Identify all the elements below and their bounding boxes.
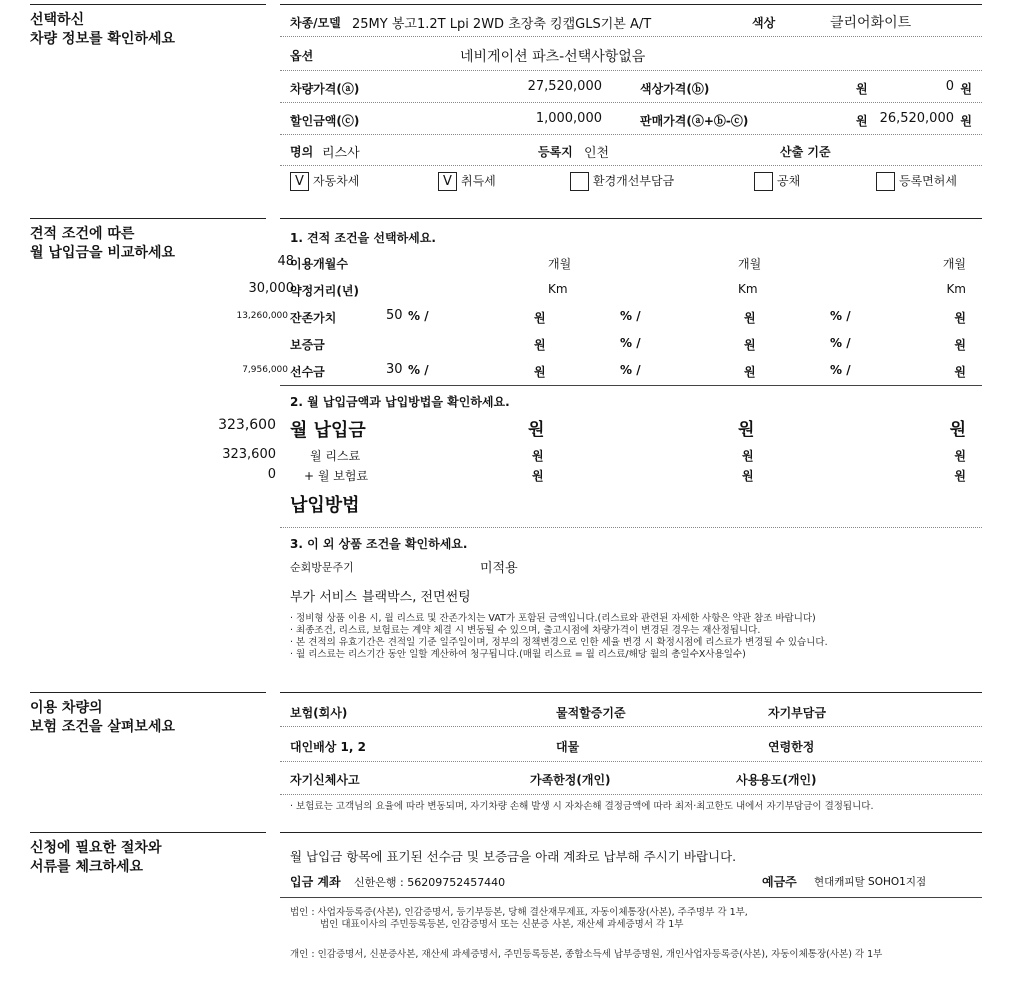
prepay-won: 원	[534, 365, 546, 379]
price-won: 원	[856, 82, 868, 96]
discount-won: 원	[856, 114, 868, 128]
bodily-liability: 대인배상 1, 2	[290, 740, 366, 754]
check-item[interactable]: V 취득세	[438, 172, 496, 191]
residual-won-3: 원	[954, 311, 966, 325]
option-row	[280, 37, 982, 71]
distance-label: 약정거리(년)	[290, 284, 359, 298]
term-label: 이용개월수	[290, 257, 348, 271]
apply-section	[30, 832, 982, 972]
usage-purpose: 사용용도(개인)	[736, 773, 817, 787]
deductible-label: 자기부담금	[768, 706, 826, 720]
term-value: 48	[277, 254, 294, 269]
option-value: 네비게이션 파츠-선택사항없음	[460, 49, 646, 65]
deposit-won-3: 원	[954, 338, 966, 352]
prepay-won-3: 원	[954, 365, 966, 379]
monthly-value: 323,600	[218, 417, 276, 433]
insurance-fee-won: 원	[532, 469, 544, 483]
apply-body	[280, 832, 982, 960]
divider	[280, 385, 982, 386]
discount-label: 할인금액(ⓒ)	[290, 114, 360, 128]
price-label: 차량가격(ⓐ)	[290, 82, 360, 96]
deposit-won-2: 원	[744, 338, 756, 352]
check-item[interactable]: V 자동차세	[290, 172, 359, 191]
vehicle-info-table	[280, 4, 982, 197]
insurance-table	[280, 692, 982, 819]
model-value: 25MY 봉고1.2T Lpi 2WD 초장축 킹캡GLS기본 A/T	[352, 17, 652, 32]
option-label: 옵션	[290, 49, 314, 63]
step2-heading: 2. 월 납입금액과 납입방법을 확인하세요.	[290, 395, 510, 409]
monthly-won: 원	[528, 420, 545, 440]
insurance-note-row	[280, 795, 982, 819]
monthly-won-2: 원	[738, 420, 755, 440]
residual-won-2: 원	[744, 311, 756, 325]
model-label: 차종/모델	[290, 16, 341, 30]
lease-won: 원	[532, 449, 544, 463]
term-unit-2: 개월	[738, 257, 762, 271]
prepay-pct: 30	[386, 362, 403, 377]
prepay-pct-unit-2: % /	[620, 363, 641, 377]
color-label: 색상	[752, 16, 776, 30]
residual-won: 원	[534, 311, 546, 325]
checkbox-checked[interactable]: V	[438, 172, 457, 191]
lease-label: 월 리스료	[310, 449, 361, 463]
quote-section-title: 견적 조건에 따른 월 납입금을 비교하세요	[30, 218, 266, 263]
monthly-label: 월 납입금	[290, 420, 366, 441]
owner-row	[280, 135, 982, 166]
lease-won-2: 원	[742, 449, 754, 463]
reg-value: 인천	[584, 146, 610, 161]
lease-won-3: 원	[954, 449, 966, 463]
note-line: · 본 견적의 유효기간은 견적일 기준 일주일이며, 정부의 정책변경으로 인한 세율 변경 시 확정시점에 리스료가 변경될 수 있습니다.	[290, 637, 828, 648]
property-surcharge-label: 물적할증기준	[556, 706, 626, 720]
sale-price-won: 원	[960, 114, 972, 128]
calc-label: 산출 기준	[780, 145, 831, 159]
insurance-section	[30, 692, 982, 818]
lease-value: 323,600	[222, 447, 276, 462]
payment-instruction: 월 납입금 항목에 표기된 선수금 및 보증금을 아래 계좌로 납부해 주시기 바랍니다.	[290, 849, 737, 864]
insurance-row	[280, 727, 982, 762]
deposit-pct-unit-2: % /	[620, 336, 641, 350]
account-label: 입금 계좌	[290, 875, 341, 889]
sale-price-label: 판매가격(ⓐ+ⓑ-ⓒ)	[640, 114, 749, 128]
color-value: 클리어화이트	[830, 15, 912, 31]
holder-value: 현대캐피탈 SOHO1지점	[814, 876, 927, 888]
checkbox-unchecked[interactable]	[754, 172, 773, 191]
quote-body	[218, 218, 982, 660]
prepay-pct-unit-3: % /	[830, 363, 851, 377]
insurance-fee-label: + 월 보험료	[304, 469, 369, 483]
distance-value: 30,000	[248, 281, 294, 296]
extra-label: 부가 서비스	[290, 590, 357, 605]
reg-label: 등록지	[538, 145, 573, 159]
checkbox-checked[interactable]: V	[290, 172, 309, 191]
residual-amount: 13,260,000	[236, 311, 288, 321]
payment-method-label: 납입방법	[290, 495, 360, 516]
step3-heading: 3. 이 외 상품 조건을 확인하세요.	[290, 537, 468, 551]
personal-docs: 개인 : 인감증명서, 신분증사본, 재산세 과세증명서, 주민등록등본, 종합소득세 납부증명원, 개인사업자등록증(사본), 자동이체통장(사본) 각 1부	[290, 949, 883, 960]
residual-label: 잔존가치	[290, 311, 337, 325]
vehicle-section-title: 선택하신 차량 정보를 확인하세요	[30, 4, 266, 49]
term-unit-3: 개월	[942, 257, 966, 271]
prepay-amount: 7,956,000	[242, 365, 288, 375]
account-value: 신한은행 : 56209752457440	[354, 876, 506, 889]
owner-label: 명의	[290, 145, 314, 159]
color-price-value: 0	[945, 79, 954, 94]
checkbox-unchecked[interactable]	[876, 172, 895, 191]
visit-value: 미적용	[480, 561, 518, 576]
note-line: · 최종조건, 리스료, 보험료는 계약 체결 시 변동될 수 있으며, 출고시점에 차량가격이 변경된 경우는 재산정됩니다.	[290, 625, 761, 636]
quote-notes	[290, 613, 828, 661]
vehicle-section	[30, 4, 982, 204]
residual-pct-unit-3: % /	[830, 309, 851, 323]
corp-docs: 법인 : 사업자등록증(사본), 인감증명서, 등기부등본, 당해 결산재무제표, 자동이체통장(사본), 주주명부 각 1부, 법인 대표이사의 주민등록등본, 인감증명서 또는 신분증 사본, 재산세 과세증명서 각 1부	[290, 907, 748, 930]
prepay-won-2: 원	[744, 365, 756, 379]
distance-unit-3: Km	[946, 282, 966, 296]
monthly-won-3: 원	[949, 420, 966, 440]
quote-section	[30, 218, 982, 674]
tax-checks-row	[280, 166, 982, 197]
owner-value: 리스사	[322, 146, 360, 161]
note-line: · 월 리스료는 리스기간 동안 일할 계산하여 청구됩니다.(매월 리스료 = 월 리스료/해당 월의 총일수X사용일수)	[290, 649, 746, 660]
check-item[interactable]: 등록면허세	[876, 172, 957, 191]
age-limit: 연령한정	[768, 740, 815, 754]
price-value: 27,520,000	[527, 79, 602, 94]
term-unit: 개월	[548, 257, 572, 271]
check-item[interactable]: 환경개선부담금	[570, 172, 674, 191]
model-row	[280, 5, 982, 37]
residual-pct-unit-2: % /	[620, 309, 641, 323]
divider	[280, 527, 982, 528]
step1-heading: 1. 견적 조건을 선택하세요.	[290, 231, 436, 245]
insurance-row	[280, 693, 982, 727]
note-line: · 정비형 상품 이용 시, 월 리스료 및 잔존가치는 VAT가 포함된 금액입니다.(리스료와 관련된 자세한 사항은 약관 참조 바랍니다)	[290, 613, 816, 624]
holder-label: 예금주	[762, 875, 797, 889]
account-row	[280, 869, 982, 898]
distance-unit: Km	[548, 282, 568, 296]
residual-pct-unit: % /	[408, 309, 429, 323]
insurance-company: 보험(회사)	[290, 706, 348, 720]
checkbox-unchecked[interactable]	[570, 172, 589, 191]
family-limit: 가족한정(개인)	[530, 773, 611, 787]
discount-row	[280, 103, 982, 135]
self-injury: 자기신체사고	[290, 773, 360, 787]
distance-unit-2: Km	[738, 282, 758, 296]
apply-section-title: 신청에 필요한 절차와 서류를 체크하세요	[30, 832, 266, 877]
insurance-fee-won-3: 원	[954, 469, 966, 483]
deposit-won: 원	[534, 338, 546, 352]
insurance-row	[280, 762, 982, 795]
sale-price-value: 26,520,000	[879, 111, 954, 126]
insurance-fee-won-2: 원	[742, 469, 754, 483]
discount-value: 1,000,000	[535, 111, 602, 126]
insurance-section-title: 이용 차량의 보험 조건을 살펴보세요	[30, 692, 266, 737]
insurance-note: · 보험료는 고객님의 요율에 따라 변동되며, 자기차량 손해 발생 시 자차손해 결정금액에 따라 최저·최고한도 내에서 자기부담금이 결정됩니다.	[290, 801, 874, 812]
prepay-pct-unit: % /	[408, 363, 429, 377]
deposit-pct-unit-3: % /	[830, 336, 851, 350]
prepay-label: 선수금	[290, 365, 325, 379]
insurance-fee-value: 0	[267, 467, 276, 482]
residual-pct: 50	[386, 308, 403, 323]
visit-label: 순회방문주기	[290, 561, 354, 574]
color-price-won: 원	[960, 82, 972, 96]
deposit-label: 보증금	[290, 338, 325, 352]
property-damage: 대물	[556, 740, 580, 754]
color-price-label: 색상가격(ⓑ)	[640, 82, 710, 96]
extra-value: 블랙박스, 전면썬팅	[362, 590, 471, 605]
check-item[interactable]: 공채	[754, 172, 800, 191]
price-row	[280, 71, 982, 103]
